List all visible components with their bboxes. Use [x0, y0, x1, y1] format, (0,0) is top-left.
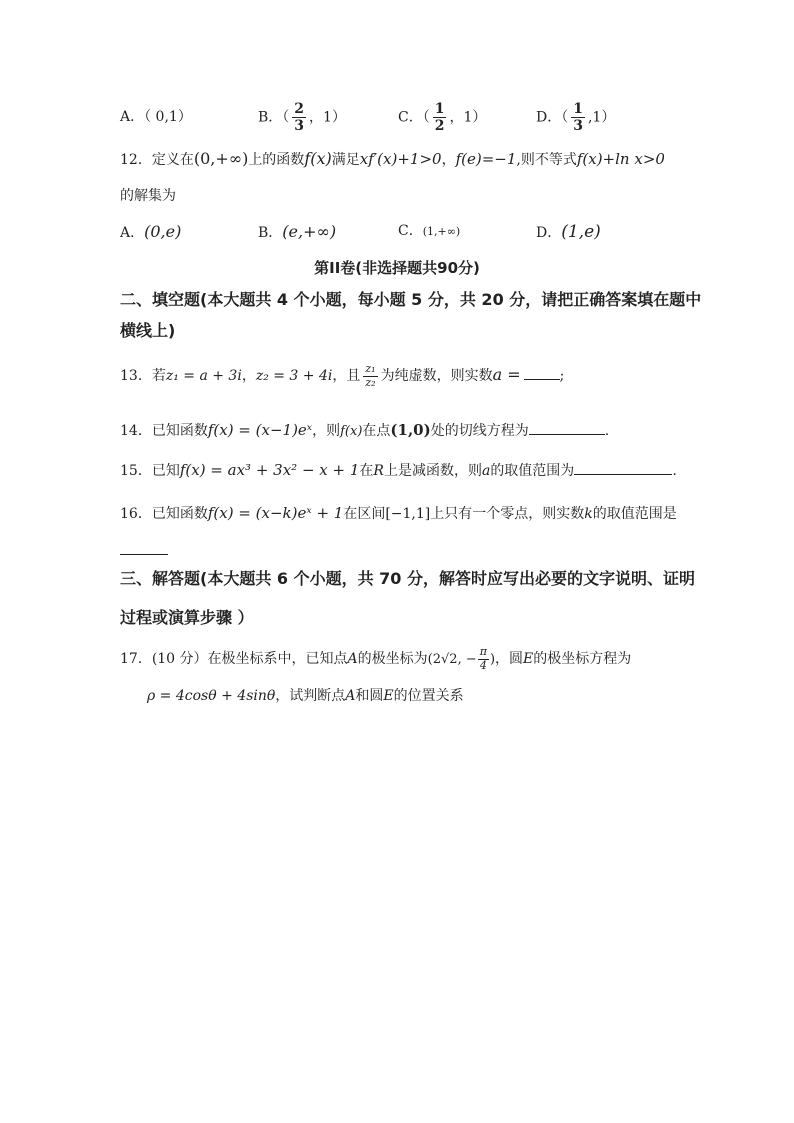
q17-text-1: 17．(10 分）在极坐标系中，已知点 [120, 651, 348, 668]
q12-separator: ， [441, 152, 456, 168]
q14-answer-blank[interactable] [529, 433, 605, 435]
q14-text-3: 在点 [362, 423, 391, 439]
q11-option-b-numerator: 2 [294, 101, 305, 117]
q14 [120, 423, 609, 438]
q12-text-2: 满足 [331, 152, 360, 168]
q17-text-3: ，圆 [495, 651, 524, 668]
q15-end: . [672, 463, 677, 479]
q14-function: f(x) = (x−1)eˣ [207, 421, 313, 439]
q17-line-1 [120, 646, 631, 672]
q11-option-d-fraction [571, 101, 585, 134]
q12-option-a-label: A． [120, 225, 145, 241]
q12-number: 12．定义在 [120, 152, 194, 168]
q12-text-3: ,则不等式 [516, 152, 577, 168]
q11-option-d-denominator: 3 [573, 118, 583, 135]
q15-function: f(x) = ax³ + 3x² − x + 1 [179, 461, 360, 479]
q15-answer-blank[interactable] [574, 473, 672, 475]
q12-option-a-value: (0,e) [144, 222, 182, 241]
q17-equation: ρ = 4cosθ + 4sinθ [147, 688, 276, 704]
q14-point: (1,0) [390, 421, 431, 439]
q17-pi-fraction [478, 646, 489, 672]
q12-option-d [536, 224, 601, 241]
q12-option-c [398, 224, 460, 238]
q14-end: . [604, 423, 610, 439]
q14-text-4: 处的切线方程为 [430, 423, 529, 439]
q11-option-c-numerator: 1 [434, 101, 445, 117]
q15-text-3: 上是减函数，则 [383, 463, 482, 479]
q11-option-d [536, 101, 615, 134]
q13-text-3: ，且 [332, 368, 361, 385]
q11-option-d-prefix: D．（ [536, 109, 569, 126]
q13-text-1: 13．若 [120, 368, 166, 385]
part-3-heading-line-2: 过程或演算步骤 ） [120, 608, 254, 627]
q12-function: f(x) [304, 149, 332, 168]
q12-option-c-value: (1,+∞) [422, 225, 461, 238]
q12-solution-set-text: 的解集为 [120, 188, 176, 204]
part-2-heading-line-2: 横线上) [120, 321, 176, 340]
q17-pi-numerator: π [479, 645, 487, 658]
q16-function: f(x) = (x−k)eˣ + 1 [207, 504, 344, 522]
q17-circle-e-ref: E [383, 688, 394, 704]
q17-text-6: 和圆 [355, 688, 384, 704]
q13-numerator: z₁ [365, 362, 376, 375]
q12-domain: (0,+∞) [193, 149, 249, 168]
q15-text-2: 在 [359, 463, 374, 479]
q11-option-b-prefix: B．（ [258, 109, 290, 126]
q17-coordinate-end: ) [489, 652, 496, 668]
q12-inequality: f(x)+ln x>0 [576, 150, 665, 168]
q12-option-b-label: B． [258, 225, 283, 241]
q13-a-equals: a = [492, 365, 521, 385]
q16-interval: [−1,1] [385, 506, 431, 522]
q12-condition-2: f(e)=−1 [455, 150, 517, 168]
q13-end: ; [559, 368, 565, 385]
section-2-title: 第II卷(非选择题共90分) [314, 259, 480, 277]
q17-point-a: A [347, 651, 358, 668]
q13-text-4: 为纯虚数，则实数 [380, 368, 493, 385]
q14-function-ref: f(x) [340, 424, 363, 439]
q11-option-a [120, 110, 192, 124]
q15 [120, 463, 677, 478]
q11-option-a-text: A．（ 0,1） [120, 109, 192, 125]
q17-text-7: 的位置关系 [393, 688, 464, 704]
q17-coordinate: (2√2, − [427, 652, 477, 668]
q12-option-b [258, 224, 336, 240]
q11-option-d-suffix: ,1） [587, 109, 616, 126]
q16-answer-blank[interactable] [120, 553, 168, 555]
q12-line-2 [120, 189, 176, 203]
q16-text-1: 16．已知函数 [120, 506, 208, 522]
q11-option-b-denominator: 3 [294, 118, 305, 135]
q11-option-c-suffix: ，1） [449, 109, 487, 126]
q11-option-c-denominator: 2 [434, 118, 445, 135]
q15-reals: R [373, 463, 384, 479]
q12-condition-1: xf′(x)+1>0 [359, 150, 442, 168]
q12-text-1: 上的函数 [248, 152, 305, 168]
q17-pi-denominator: 4 [479, 658, 487, 672]
q16 [120, 506, 677, 521]
q13-z2: z₂ = 3 + 4i [255, 368, 333, 385]
q12-stem [120, 151, 665, 167]
q14-text-2: ，则 [312, 423, 341, 439]
q13-z1: z₁ = a + 3i [165, 368, 242, 385]
q15-text-1: 15．已知 [120, 463, 180, 479]
q11-option-c-fraction [433, 101, 447, 134]
q12-option-d-value: (1,e) [561, 222, 601, 242]
q11-option-c-prefix: C．（ [398, 109, 430, 126]
q16-text-2: 在区间 [343, 506, 386, 522]
q15-param-a: a [481, 463, 491, 479]
q13-answer-blank[interactable] [524, 378, 560, 380]
q14-text-1: 14．已知函数 [120, 423, 208, 439]
q11-option-b [258, 101, 346, 134]
q16-text-4: 的取值范围是 [592, 506, 677, 522]
q12-option-d-label: D． [536, 225, 562, 241]
q11-option-b-suffix: ，1） [309, 109, 346, 126]
q17-line-2 [147, 689, 464, 703]
q17-text-2: 的极坐标为 [357, 651, 428, 668]
q13-text-2: ， [241, 368, 256, 385]
q13 [120, 363, 564, 389]
q13-denominator: z₂ [365, 375, 376, 389]
q12-option-a [120, 224, 181, 240]
q16-param-k: k [584, 506, 593, 522]
q16-text-3: 上只有一个零点，则实数 [430, 506, 585, 522]
q17-point-a-ref: A [345, 688, 356, 704]
q17-circle-e: E [523, 651, 534, 668]
q11-option-c [398, 101, 486, 134]
q15-text-4: 的取值范围为 [490, 463, 575, 479]
part-2-heading-line-1: 二、填空题(本大题共 4 个小题，每小题 5 分，共 20 分，请把正确答案填在题中 [120, 290, 702, 309]
part-3-heading-line-1: 三、解答题(本大题共 6 个小题，共 70 分，解答时应写出必要的文字说明、证明 [120, 569, 695, 588]
q17-text-4: 的极坐标方程为 [533, 651, 632, 668]
q11-option-d-numerator: 1 [573, 101, 583, 117]
q12-option-c-label: C． [398, 223, 423, 239]
q13-fraction [363, 363, 377, 389]
q12-option-b-value: (e,+∞) [282, 222, 337, 241]
q11-option-b-fraction [292, 101, 306, 134]
q17-text-5: ，试判断点 [275, 688, 346, 704]
